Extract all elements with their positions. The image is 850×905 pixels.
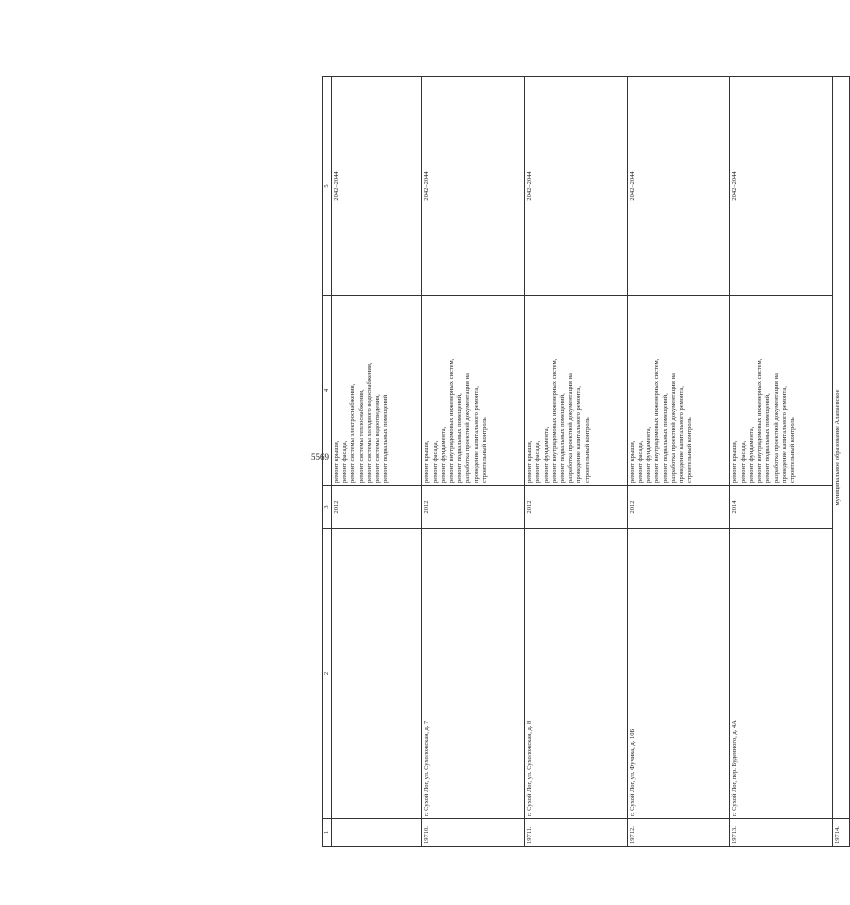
table-row bbox=[525, 77, 628, 847]
row-period: 2042–2044 bbox=[525, 77, 628, 296]
work-item: ремонт крыши, bbox=[423, 440, 431, 483]
work-item: проведение капитального ремонта, bbox=[575, 386, 583, 483]
repair-schedule-table bbox=[322, 76, 850, 847]
row-year: 2012 bbox=[332, 486, 422, 529]
work-item: ремонт фасада, bbox=[637, 440, 644, 483]
work-item: ремонт фасада, bbox=[739, 440, 747, 483]
row-works bbox=[627, 296, 730, 486]
work-item: разработка проектной документации на bbox=[464, 373, 472, 483]
row-address: г. Сухой Лог, ул. Сухоложская, д. 7 bbox=[422, 529, 525, 819]
work-item: ремонт крыши, bbox=[333, 440, 340, 483]
header-row bbox=[323, 77, 332, 847]
header-cell: 1 bbox=[323, 819, 332, 847]
work-item: ремонт системы электроснабжения, bbox=[349, 383, 357, 483]
row-works bbox=[525, 296, 628, 486]
header-cell: 3 bbox=[323, 486, 332, 529]
row-year: 2014 bbox=[730, 486, 833, 529]
row-period: 2042–2044 bbox=[332, 77, 422, 296]
work-item: ремонт подвальных помещений, bbox=[558, 393, 566, 483]
row-period: 2042–2044 bbox=[730, 77, 833, 296]
work-item: строительный контроль bbox=[583, 417, 591, 483]
work-item: ремонт фундамента, bbox=[645, 426, 653, 483]
work-item: разработка проектной документации на bbox=[567, 373, 575, 483]
work-item: проведение капитального ремонта, bbox=[678, 386, 686, 483]
row-number bbox=[332, 819, 422, 847]
header-cell: 2 bbox=[323, 529, 332, 819]
page-number: 5569 bbox=[311, 452, 329, 462]
work-item: разработка проектной документации на bbox=[772, 373, 780, 483]
work-item: ремонт подвальных помещений bbox=[382, 394, 390, 483]
work-item: ремонт системы теплоснабжения, bbox=[357, 389, 365, 483]
row-address: г. Сухой Лог, ул. Фучика, д. 10Б bbox=[627, 529, 730, 819]
row-works bbox=[422, 296, 525, 486]
table-row bbox=[332, 77, 422, 847]
work-item: ремонт внутридомовых инженерных систем, bbox=[756, 358, 764, 483]
work-item: ремонт подвальных помещений, bbox=[661, 393, 669, 483]
work-item: ремонт фундамента, bbox=[747, 426, 755, 483]
work-item: ремонт системы водоотведения, bbox=[374, 394, 382, 483]
work-item: ремонт подвальных помещений, bbox=[456, 393, 464, 483]
work-item: ремонт фундамента, bbox=[439, 426, 447, 483]
work-item: ремонт системы холодного водоснабжения, bbox=[365, 362, 373, 483]
row-address bbox=[332, 529, 422, 819]
row-year: 2012 bbox=[627, 486, 730, 529]
work-item: строительный контроль bbox=[480, 417, 488, 483]
work-item: ремонт крыши, bbox=[731, 440, 739, 483]
row-number: 19710. bbox=[422, 819, 525, 847]
work-item: строительный контроль bbox=[686, 417, 694, 483]
rotated-table-container bbox=[322, 77, 850, 847]
municipality-title: муниципальное образование Алапаевское bbox=[833, 77, 850, 819]
row-number: 19714. bbox=[833, 819, 850, 847]
row-address: г. Сухой Лог, пер. Буденного, д. 4А bbox=[730, 529, 833, 819]
row-address: г. Сухой Лог, ул. Сухоложская, д. 8 bbox=[525, 529, 628, 819]
work-item: ремонт внутридомовых инженерных систем, bbox=[448, 358, 456, 483]
work-item: ремонт внутридомовых инженерных систем, bbox=[653, 358, 661, 483]
row-works bbox=[332, 296, 422, 486]
work-item: проведение капитального ремонта, bbox=[472, 386, 480, 483]
work-item: разработка проектной документации на bbox=[669, 373, 677, 483]
table-row bbox=[422, 77, 525, 847]
table-row bbox=[730, 77, 833, 847]
work-item: строительный контроль bbox=[788, 417, 796, 483]
work-item: ремонт внутридомовых инженерных систем, bbox=[550, 358, 558, 483]
header-cell: 4 bbox=[323, 296, 332, 486]
work-item: проведение капитального ремонта, bbox=[780, 386, 788, 483]
row-period: 2042–2044 bbox=[627, 77, 730, 296]
row-number: 19711. bbox=[525, 819, 628, 847]
work-item: ремонт крыши, bbox=[526, 440, 534, 483]
row-number: 19713. bbox=[730, 819, 833, 847]
row-year: 2012 bbox=[422, 486, 525, 529]
header-cell: 5 bbox=[323, 77, 332, 296]
table-row bbox=[627, 77, 730, 847]
work-item: ремонт крыши, bbox=[628, 440, 636, 483]
work-item: ремонт фасада, bbox=[341, 440, 349, 483]
row-works bbox=[730, 296, 833, 486]
row-period: 2042–2044 bbox=[422, 77, 525, 296]
row-year: 2012 bbox=[525, 486, 628, 529]
work-item: ремонт фундамента, bbox=[542, 426, 550, 483]
municipality-row bbox=[833, 77, 850, 847]
work-item: ремонт фасада, bbox=[431, 440, 439, 483]
work-item: ремонт фасада, bbox=[534, 440, 542, 483]
work-item: ремонт подвальных помещений, bbox=[764, 393, 772, 483]
row-number: 19712. bbox=[627, 819, 730, 847]
